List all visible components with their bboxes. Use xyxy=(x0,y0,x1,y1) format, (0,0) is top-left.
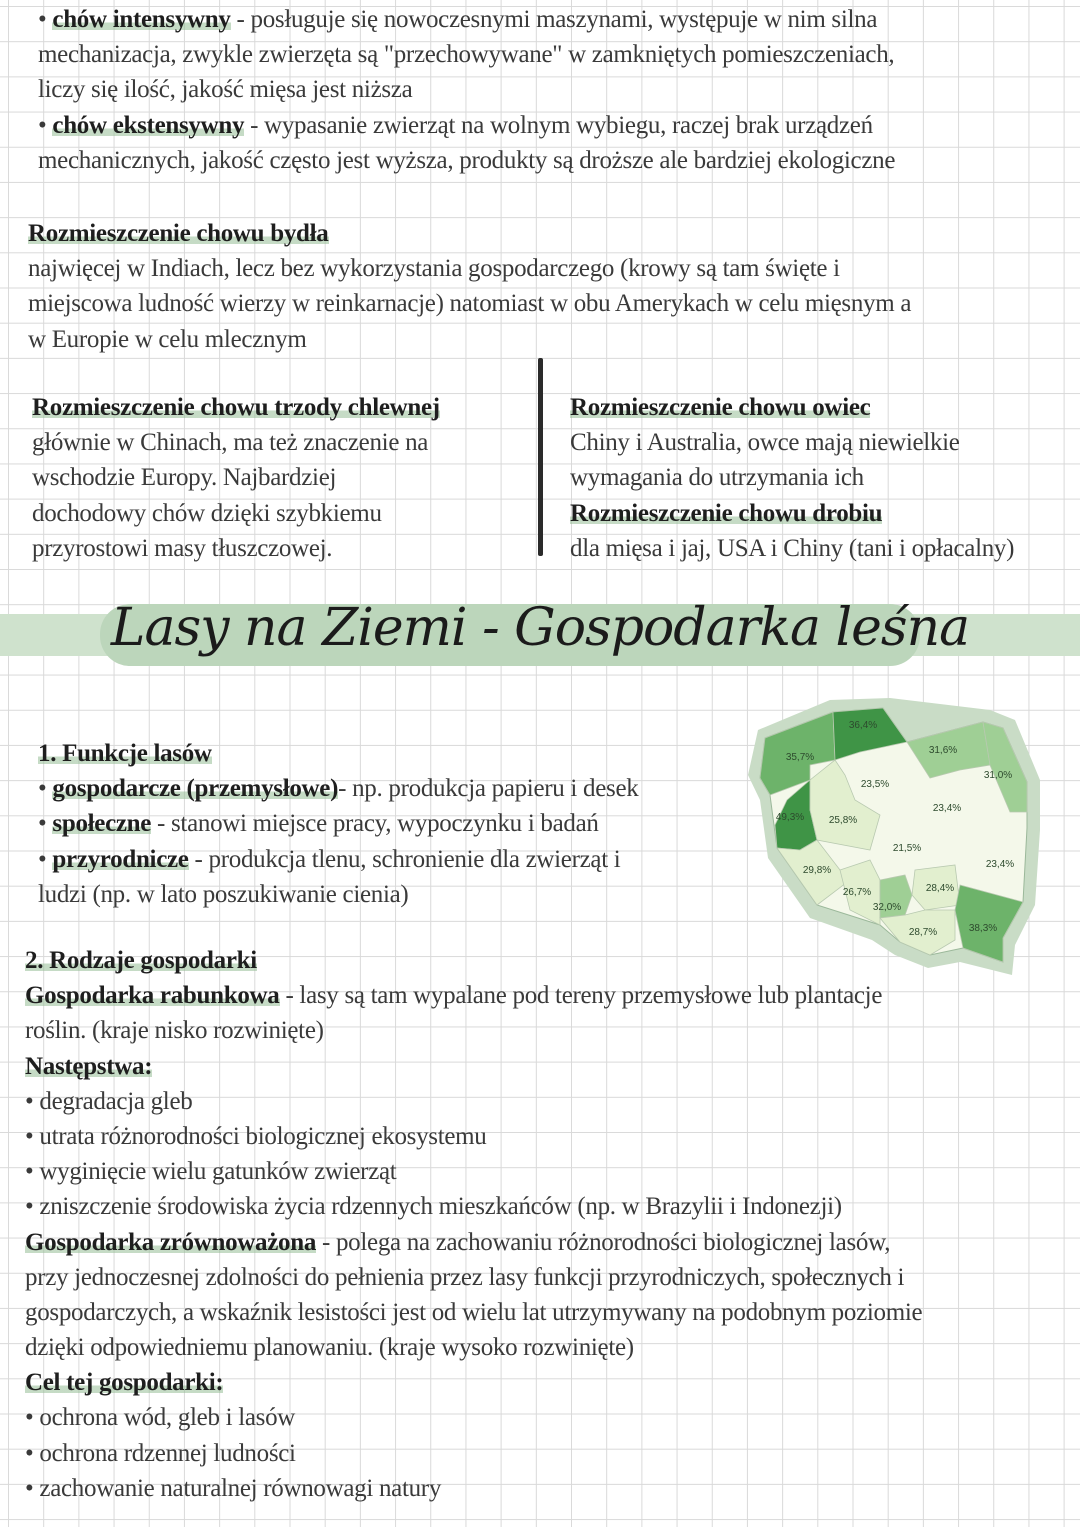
forest-cover-label: 35,7% xyxy=(785,752,815,763)
bold-term: Gospodarka zrównoważona xyxy=(25,1228,317,1256)
text-line xyxy=(570,531,1014,566)
text-segment: • utrata różnorodności biologicznej ekosystemu xyxy=(25,1122,487,1150)
text-line xyxy=(25,978,922,1013)
text-segment: głównie w Chinach, ma też znaczenie na xyxy=(32,429,429,457)
text-segment: - produkcja tlenu, schronienie dla zwierząt i xyxy=(188,845,621,873)
text-line xyxy=(25,1084,922,1119)
text-line xyxy=(25,1049,922,1084)
text-line xyxy=(38,842,638,877)
forest-cover-label: 23,5% xyxy=(860,779,890,790)
text-segment: • xyxy=(38,111,53,139)
forest-cover-label: 28,7% xyxy=(908,927,938,938)
text-segment: w Europie w celu mlecznym xyxy=(28,325,307,353)
text-segment: • xyxy=(38,775,53,803)
text-line xyxy=(38,2,895,37)
text-line xyxy=(38,736,638,771)
poland-forest-cover-map xyxy=(745,690,1055,980)
text-segment: wymagania do utrzymania ich xyxy=(570,464,864,492)
text-line xyxy=(25,1260,922,1295)
text-segment: dla mięsa i jaj, USA i Chiny (tani i opłacalny) xyxy=(570,534,1015,562)
text-line xyxy=(25,1471,922,1506)
forest-cover-label: 28,4% xyxy=(925,883,955,894)
forest-cover-label: 26,7% xyxy=(842,887,872,898)
text-segment: gospodarczych, a wskaźnik lesistości jest od wielu lat utrzymywany na podobnym poziomie xyxy=(25,1298,923,1326)
text-segment: Chiny i Australia, owce mają niewielkie xyxy=(570,429,960,457)
bold-term: Gospodarka rabunkowa xyxy=(25,982,280,1010)
forest-cover-label: 31,0% xyxy=(983,770,1013,781)
text-segment: • degradacja gleb xyxy=(25,1087,193,1115)
bold-term: Rozmieszczenie chowu bydła xyxy=(28,220,329,247)
forest-cover-label: 23,4% xyxy=(932,803,962,814)
bold-term: Rozmieszczenie xyxy=(570,499,733,527)
text-segment: przyrostowi masy tłuszczowej. xyxy=(32,534,333,562)
bold-term: chów intensywny xyxy=(52,6,231,33)
text-segment: • xyxy=(38,6,53,33)
text-line xyxy=(28,322,911,357)
text-segment: - polega na zachowaniu różnorodności biologicznej lasów, xyxy=(316,1228,891,1256)
text-segment: - stanowi miejsce pracy, wypoczynku i badań xyxy=(151,810,599,838)
bold-term: 1. Funkcje lasów xyxy=(38,740,212,767)
forest-cover-label: 36,4% xyxy=(848,720,878,731)
text-line xyxy=(25,1365,922,1400)
bold-term: chowu drobiu xyxy=(732,499,883,527)
text-line xyxy=(25,1436,922,1471)
text-segment: przy jednoczesnej zdolności do pełnienia przez lasy funkcji przyrodniczych, społecznych i xyxy=(25,1263,905,1291)
text-line xyxy=(25,1295,922,1330)
text-segment: najwięcej w Indiach, lecz bez wykorzystania gospodarczego (krowy są tam święte i xyxy=(28,255,840,283)
text-line xyxy=(28,216,911,251)
text-line xyxy=(570,460,1014,495)
forest-cover-label: 21,5% xyxy=(892,843,922,854)
text-segment: liczy się ilość, jakość mięsa jest niższa xyxy=(38,76,413,104)
text-line xyxy=(25,1225,922,1260)
text-line xyxy=(32,496,440,531)
text-segment: • wyginięcie wielu gatunków zwierząt xyxy=(25,1158,397,1186)
text-segment: dzięki odpowiedniemu planowaniu. (kraje wysoko rozwinięte) xyxy=(25,1334,634,1362)
text-line xyxy=(32,425,440,460)
forest-cover-label: 29,8% xyxy=(802,865,832,876)
text-line xyxy=(38,72,895,107)
bold-term: przyrodnicze xyxy=(52,845,189,873)
bold-term: Rozmieszczenie chowu owiec xyxy=(570,394,871,421)
text-line xyxy=(25,1189,922,1224)
text-segment: • zniszczenie środowiska życia rdzennych mieszkańców (np. w Brazylii i Indonezji) xyxy=(25,1193,842,1221)
page-title: Lasy na Ziemi - Gospodarka leśna xyxy=(110,598,970,658)
text-line xyxy=(25,1330,922,1365)
bold-term: Następstwa: xyxy=(25,1052,153,1080)
text-segment: - lasy są tam wypalane pod tereny przemysłowe lub plantacje xyxy=(279,982,883,1010)
text-line xyxy=(570,425,1014,460)
text-segment: mechanizacja, zwykle zwierzęta są "przechowywane" w zamkniętych pomieszczeniach, xyxy=(38,41,895,69)
forest-cover-label: 38,3% xyxy=(968,923,998,934)
forest-functions-section xyxy=(38,736,638,912)
column-divider xyxy=(538,358,543,556)
text-segment: roślin. (kraje nisko rozwinięte) xyxy=(25,1017,324,1045)
text-segment: • zachowanie naturalnej równowagi natury xyxy=(25,1474,442,1502)
text-line xyxy=(38,771,638,806)
forest-cover-label: 49,3% xyxy=(775,812,805,823)
text-line xyxy=(25,1013,922,1048)
bold-term: Cel tej gospodarki: xyxy=(25,1369,224,1397)
text-line xyxy=(38,877,638,912)
forest-cover-label: 32,0% xyxy=(872,902,902,913)
forest-cover-label: 25,8% xyxy=(828,815,858,826)
text-line xyxy=(25,1400,922,1435)
bold-term: chów ekstensywny xyxy=(52,111,245,139)
text-segment: - wypasanie zwierząt na wolnym wybiegu, raczej brak urządzeń xyxy=(244,111,873,139)
forest-cover-label: 31,6% xyxy=(928,745,958,756)
text-line xyxy=(25,1154,922,1189)
text-line xyxy=(25,1119,922,1154)
pig-distribution-section xyxy=(32,390,440,566)
text-line xyxy=(28,251,911,286)
text-line xyxy=(570,390,1014,425)
text-segment: • xyxy=(38,845,53,873)
text-line xyxy=(32,460,440,495)
text-segment: dochodowy chów dzięki szybkiemu xyxy=(32,499,382,527)
text-line xyxy=(28,286,911,321)
text-line xyxy=(38,806,638,841)
text-segment: - posługuje się nowoczesnymi maszynami, występuje w nim silna xyxy=(230,6,878,33)
text-segment: ludzi (np. w lato poszukiwanie cienia) xyxy=(38,880,409,908)
forest-economy-section xyxy=(25,943,922,1506)
intensive-breeding-section xyxy=(38,2,895,178)
text-segment: • ochrona rdzennej ludności xyxy=(25,1439,296,1467)
bold-term: społeczne xyxy=(52,810,152,838)
bold-term: Rozmieszczenie chowu trzody chlewnej xyxy=(32,394,440,421)
text-line xyxy=(38,108,895,143)
text-segment: • ochrona wód, gleb i lasów xyxy=(25,1404,296,1432)
bold-term: gospodarcze (przemysłowe) xyxy=(52,775,339,803)
text-line xyxy=(570,496,1014,531)
text-segment: - np. produkcja papieru i desek xyxy=(338,775,639,803)
text-line xyxy=(38,37,895,72)
text-line xyxy=(32,531,440,566)
text-segment: miejscowa ludność wierzy w reinkarnacje) natomiast w obu Amerykach w celu mięsnym a xyxy=(28,290,912,318)
text-line xyxy=(38,143,895,178)
bold-term: 2. Rodzaje gospodarki xyxy=(25,947,257,974)
forest-cover-label: 23,4% xyxy=(985,859,1015,870)
sheep-poultry-distribution-section xyxy=(570,390,1014,566)
text-segment: • xyxy=(38,810,53,838)
cattle-distribution-section xyxy=(28,216,911,357)
text-segment: mechanicznych, jakość często jest wyższa, produkty są droższe ale bardziej ekologiczne xyxy=(38,146,896,174)
text-segment: wschodzie Europy. Najbardziej xyxy=(32,464,337,492)
text-line xyxy=(32,390,440,425)
